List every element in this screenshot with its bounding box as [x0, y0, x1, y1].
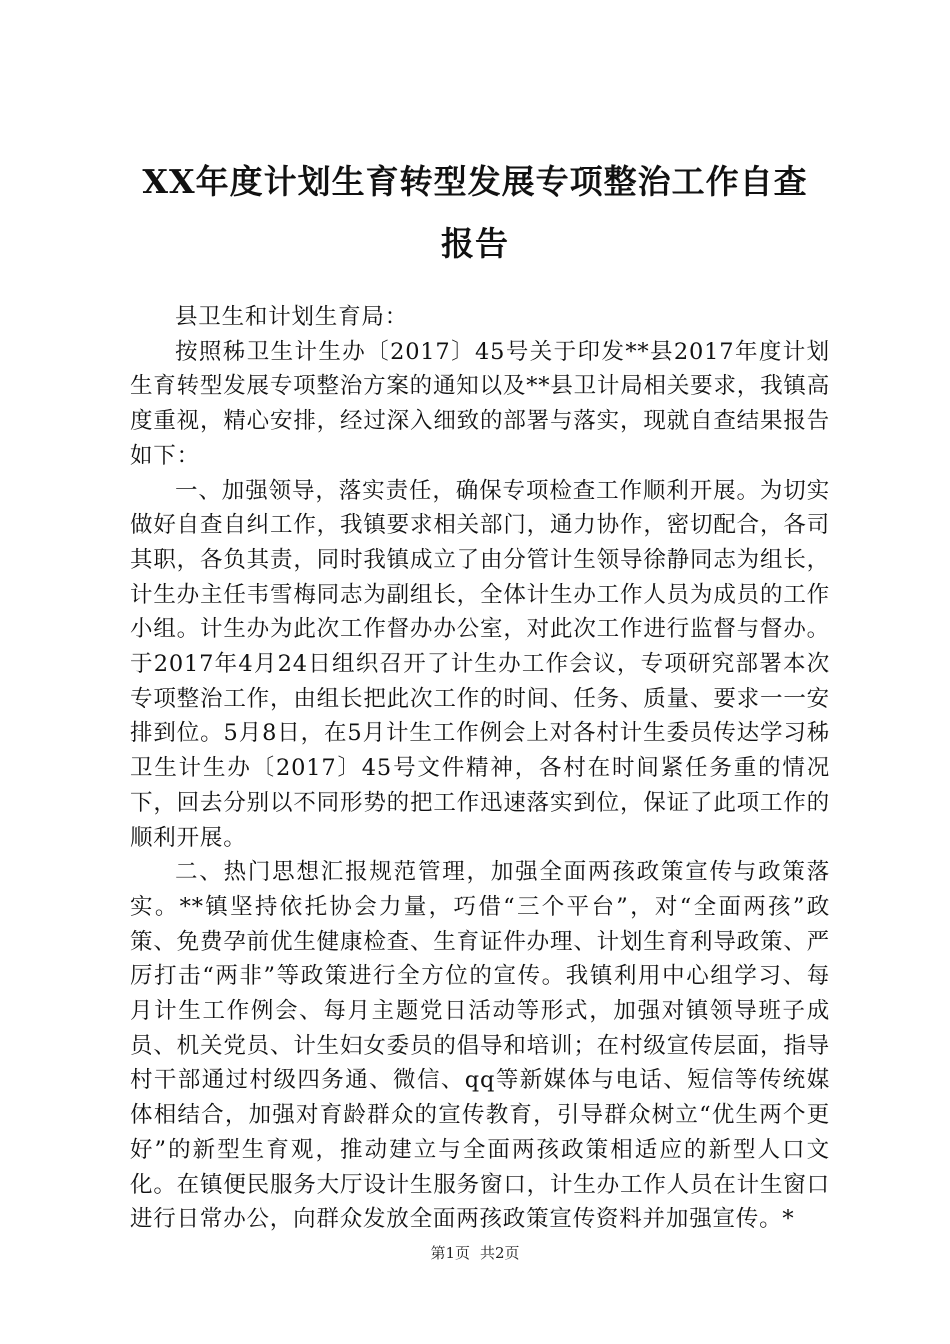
page-number-current: 第1页 [430, 1244, 470, 1262]
paragraph-section-1: 一、加强领导，落实责任，确保专项检查工作顺利开展。为切实做好自查自纠工作，我镇要求相关部门，通力协作，密切配合，各司其职，各负其责，同时我镇成立了由分管计生领导徐静同志为组长，计生办主任韦雪梅同志为副组长，全体计生办工作人员为成员的工作小组。计生办为此次工作督办办公室，对此次工作进行监督与督办。于2017年4月24日组织召开了计生办工作会议，专项研究部署本次专项整治工作，由组长把此次工作的时间、任务、质量、要求一一安排到位。5月8日，在5月计生工作例会上对各村计生委员传达学习秭卫生计生办〔2017〕45号文件精神，各村在时间紧任务重的情况下，回去分别以不同形势的把工作迅速落实到位，保证了此项工作的顺利开展。 [130, 477, 830, 851]
paragraph-section-2: 二、热门思想汇报规范管理，加强全面两孩政策宣传与政策落实。**镇坚持依托协会力量，巧借“三个平台”，对“全面两孩”政策、免费孕前优生健康检查、生育证件办理、计划生育利导政策、严厉打击“两非”等政策进行全方位的宣传。我镇利用中心组学习、每月计生工作例会、每月主题党日活动等形式，加强对镇领导班子成员、机关党员、计生妇女委员的倡导和培训；在村级宣传层面，指导村干部通过村级四务通、微信、qq等新媒体与电话、短信等传统媒体相结合，加强对育龄群众的宣传教育，引导群众树立“优生两个更好”的新型生育观，推动建立与全面两孩政策相适应的新型人口文化。在镇便民服务大厅设计生服务窗口，计生办工作人员在计生窗口进行日常办公，向群众发放全面两孩政策宣传资料并加强宣传。* [130, 859, 830, 1233]
page-number-total: 共2页 [480, 1244, 520, 1262]
page-footer [0, 1243, 950, 1263]
paragraph-intro: 按照秭卫生计生办〔2017〕45号关于印发**县2017年度计划生育转型发展专项整治方案的通知以及**县卫计局相关要求，我镇高度重视，精心安排，经过深入细致的部署与落实，现就自查结果报告如下： [130, 338, 830, 469]
document-body [130, 300, 830, 1237]
document-title-line-1: XX年度计划生育转型发展专项整治工作自查 [142, 162, 808, 201]
salutation: 县卫生和计划生育局： [175, 304, 409, 330]
document-title-line-2: 报告 [441, 224, 509, 263]
